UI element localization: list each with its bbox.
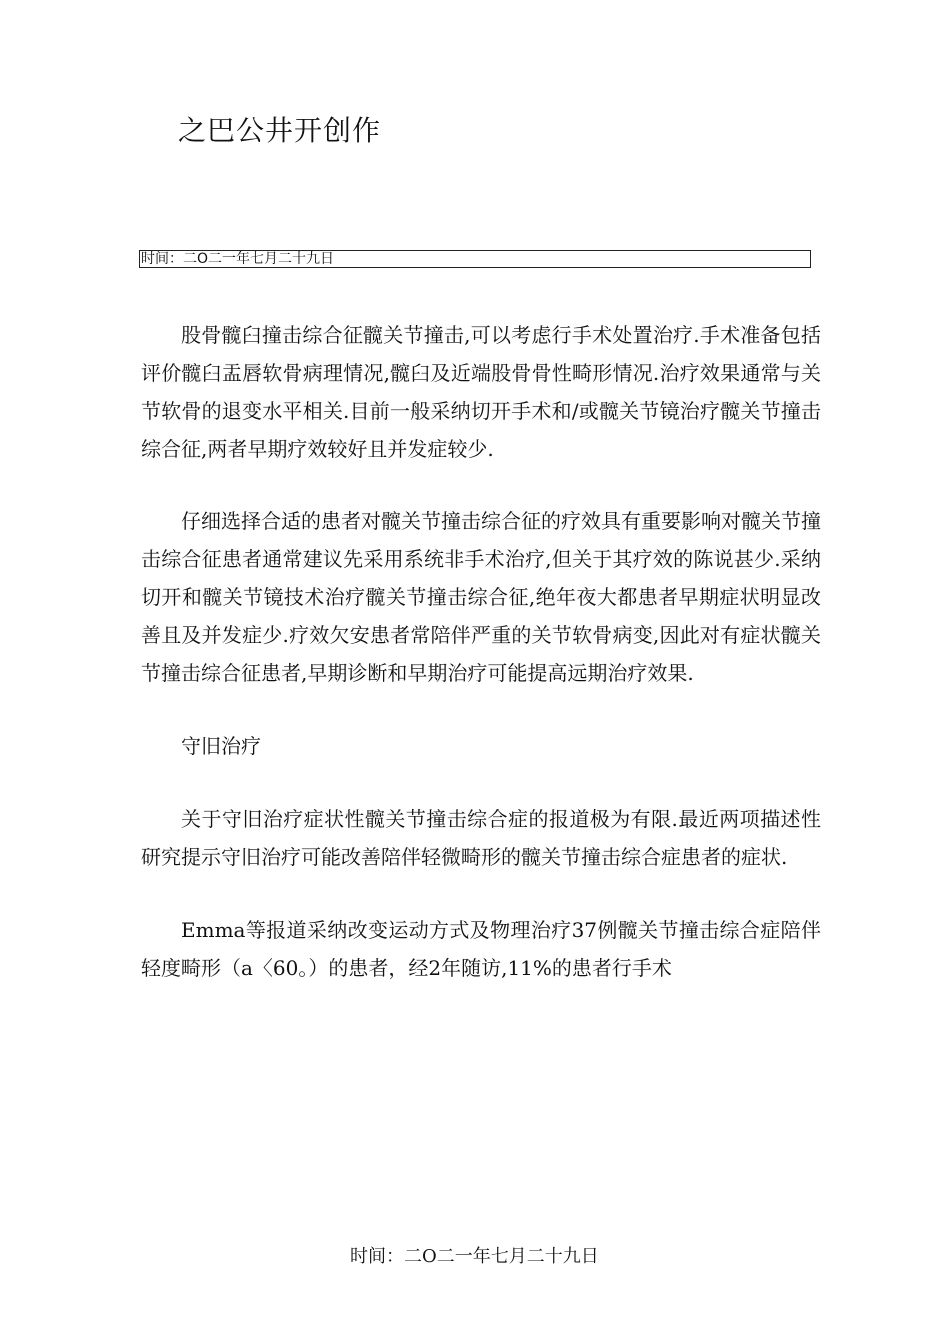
paragraph-emma-study: Emma等报道采纳改变运动方式及物理治疗37例髋关节撞击综合症陪伴轻度畸形（a〈60。）的患者，经2年随访,11%的患者行手术 [141, 918, 821, 980]
date-box: 时间：二O二一年七月二十九日 [139, 250, 811, 268]
document-header-title: 之巴公井开创作 [178, 114, 382, 147]
paragraph-patient-selection: 仔细选择合适的患者对髋关节撞击综合征的疗效具有重要影响对髋关节撞击综合征患者通常建议先采用系统非手术治疗,但关于其疗效的陈说甚少.采纳切开和髋关节镜技术治疗髋关节撞击综合征,绝年夜大都患者早期症状明显改善且及并发症少.疗效欠安患者常陪伴严重的关节软骨病变,因此对有症状髋关节撞击综合征患者,早期诊断和早期治疗可能提高远期治疗效果. [141, 509, 821, 685]
page-footer-date: 时间：二O二一年七月二十九日 [350, 1246, 599, 1267]
section-heading-conservative-treatment: 守旧治疗 [181, 734, 261, 758]
paragraph-conservative-reports: 关于守旧治疗症状性髋关节撞击综合症的报道极为有限.最近两项描述性研究提示守旧治疗可能改善陪伴轻微畸形的髋关节撞击综合症患者的症状. [141, 807, 821, 869]
document-body [141, 316, 821, 987]
paragraph-surgical-treatment: 股骨髋臼撞击综合征髋关节撞击,可以考虑行手术处置治疗.手术准备包括评价髋臼盂唇软骨病理情况,髋臼及近端股骨骨性畸形情况.治疗效果通常与关节软骨的退变水平相关.目前一般采纳切开手术和/或髋关节镜治疗髋关节撞击综合征,两者早期疗效较好且并发症较少. [141, 323, 821, 461]
